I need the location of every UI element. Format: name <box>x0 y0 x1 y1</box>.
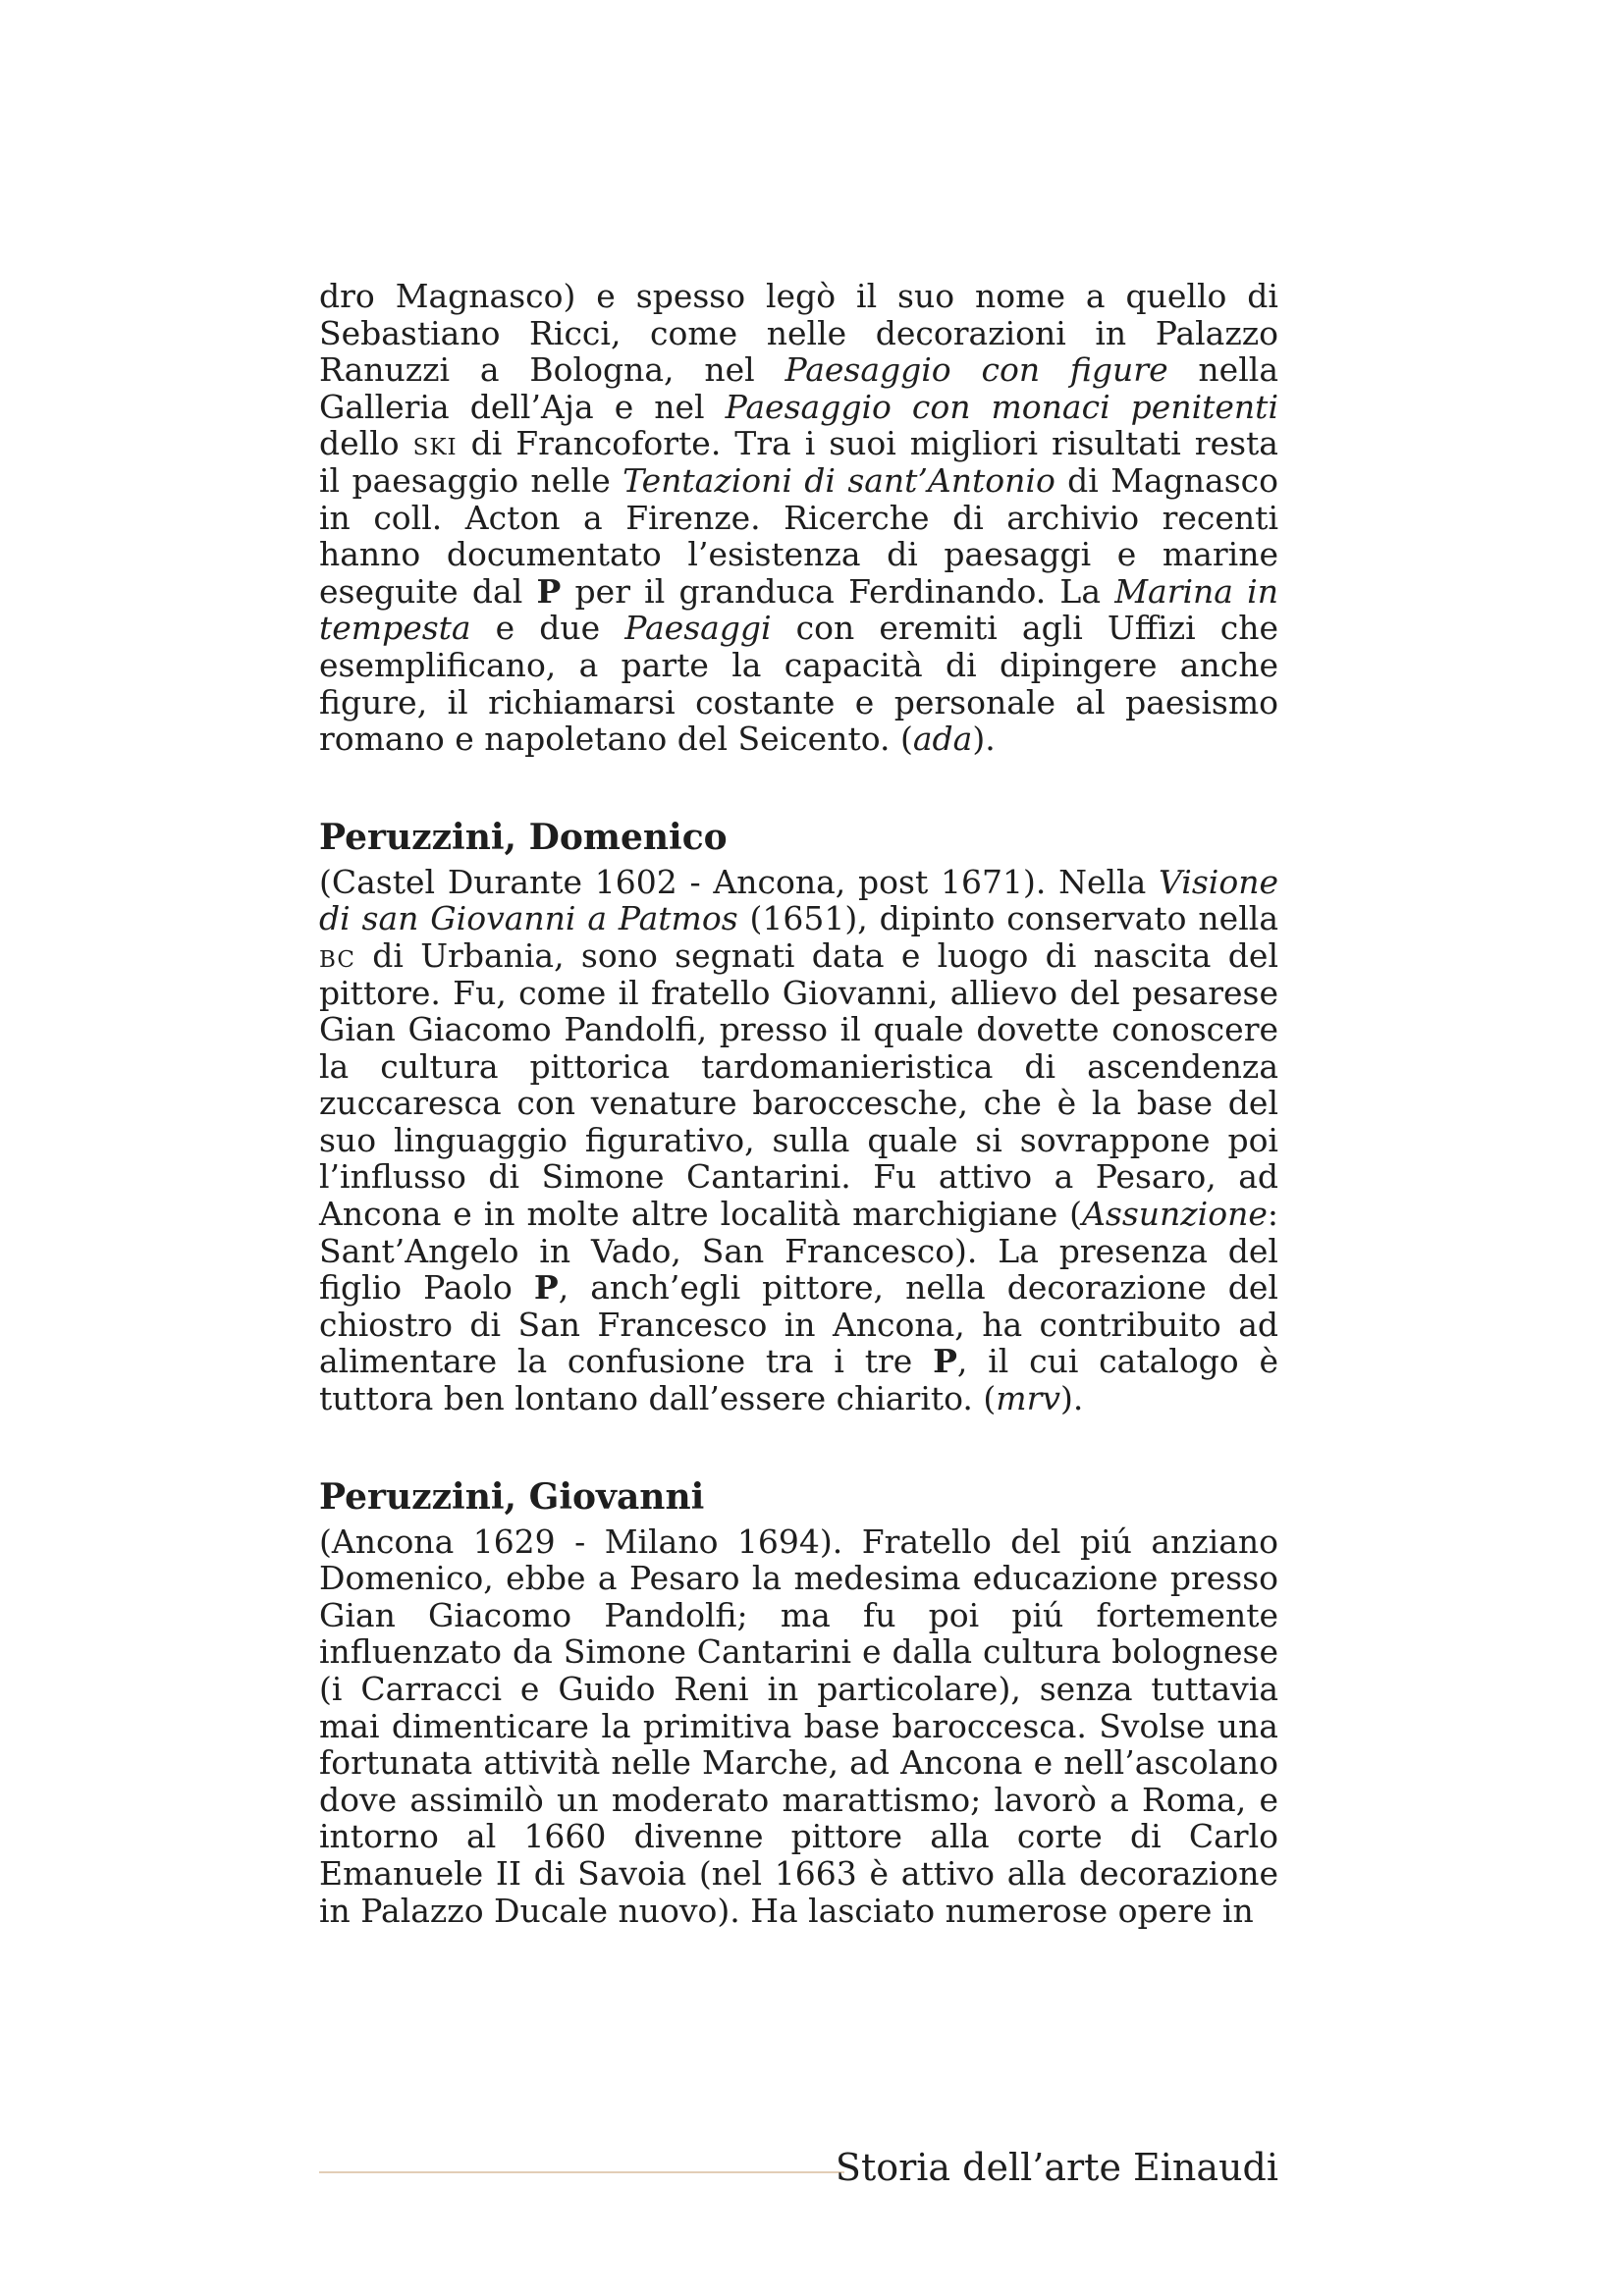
text-run: di Francoforte. Tra i suoi migliori risultati resta il paesaggio nelle <box>319 424 1278 500</box>
artwork-title: Paesaggio con monaci penitenti <box>725 387 1278 426</box>
entry-title-domenico: Peruzzini, Domenico <box>319 816 728 858</box>
text-run: (Ancona 1629 - Milano 1694). Fratello del piú anziano Domenico, ebbe a Pesaro la medesima educazione presso Gian Giacomo Pandolfi; ma fu poi piú fortemente influenzato da Simone Cantarini e dalla cultura bolognese (i Carracci e Guido Reni in particolare), senza tuttavia mai dimenticare la primitiva base baroccesca. Svolse una fortunata attività nelle Marche, ad Ancona e nell’ascolano dove assimilò un moderato marattismo; lavorò a Roma, e intorno al 1660 divenne pittore alla corte di Carlo Emanuele II di Savoia (nel 1663 è attivo alla decorazione in Palazzo Ducale nuovo). Ha lasciato numerose opere in <box>319 1522 1278 1930</box>
entry-title-giovanni: Peruzzini, Giovanni <box>319 1475 705 1518</box>
text-run: (1651), dipinto conservato nella <box>737 899 1278 938</box>
artist-initial: P <box>536 571 562 611</box>
text-run: (Castel Durante 1602 - Ancona, post 1671). Nella <box>319 862 1160 901</box>
abbreviation: ski <box>412 424 458 463</box>
artwork-title: Visione di san Giovanni a Patmos <box>319 862 1278 938</box>
text-run: : Sant’Angelo in Vado, San Francesco). La presenza del figlio Paolo <box>319 1195 1278 1308</box>
page-body <box>319 278 1278 1929</box>
text-run: , il cui catalogo è tuttora ben lontano dall’essere chiarito. ( <box>319 1342 1278 1418</box>
text-run: ). <box>1060 1379 1084 1418</box>
author-initials: mrv <box>996 1379 1060 1418</box>
artwork-title: Marina in tempesta <box>319 571 1278 648</box>
text-run: con eremiti agli Uffizi che esemplificano, a parte la capacità di dipingere anche figure, il richiamarsi costante e personale al paesismo romano e napoletano del Seicento. ( <box>319 609 1278 759</box>
artwork-title: Tentazioni di sant’Antonio <box>622 460 1055 500</box>
text-run: dro Magnasco) e spesso legò il suo nome a quello di Sebastiano Ricci, come nelle decorazioni in Palazzo Ranuzzi a Bologna, nel <box>319 277 1278 390</box>
footer-book-title: Storia dell’arte Einaudi <box>835 2146 1278 2189</box>
entry-paragraph-domenico <box>319 864 1278 1417</box>
artwork-title: Assunzione <box>1082 1195 1268 1234</box>
text-run: nella Galleria dell’Aja e nel <box>319 350 1278 426</box>
artwork-title: Paesaggio con figure <box>784 350 1168 390</box>
page-footer <box>319 2144 1278 2191</box>
text-run: , anch’egli pittore, nella decorazione del chiostro di San Francesco in Ancona, ha contribuito ad alimentare la confusione tra i tre <box>319 1268 1278 1381</box>
artist-initial: P <box>933 1342 957 1381</box>
footer-rule <box>319 2171 844 2173</box>
continued-entry-paragraph <box>319 278 1278 758</box>
entry-paragraph-giovanni <box>319 1523 1278 1930</box>
text-run: e due <box>470 609 625 648</box>
text-run: ). <box>972 720 996 759</box>
text-run: per il granduca Ferdinando. La <box>561 571 1115 611</box>
author-initials: ada <box>912 720 973 759</box>
text-run: di Urbania, sono segnati data e luogo di nascita del pittore. Fu, come il fratello Giovanni, allievo del pesarese Gian Giacomo Pandolfi, presso il quale dovette conoscere la cultura pittorica tardomanieristica di ascendenza zuccaresca con venature baroccesche, che è la base del suo linguaggio figurativo, sulla quale si sovrappone poi l’influsso di Simone Cantarini. Fu attivo a Pesaro, ad Ancona e in molte altre località marchigiane ( <box>319 935 1278 1234</box>
text-run: dello <box>319 424 413 463</box>
artwork-title: Paesaggi <box>624 609 772 648</box>
text-run: di Magnasco in coll. Acton a Firenze. Ricerche di archivio recenti hanno documentato l’esistenza di paesaggi e marine eseguite dal <box>319 460 1278 611</box>
abbreviation: bc <box>319 935 355 975</box>
artist-initial: P <box>533 1268 559 1308</box>
